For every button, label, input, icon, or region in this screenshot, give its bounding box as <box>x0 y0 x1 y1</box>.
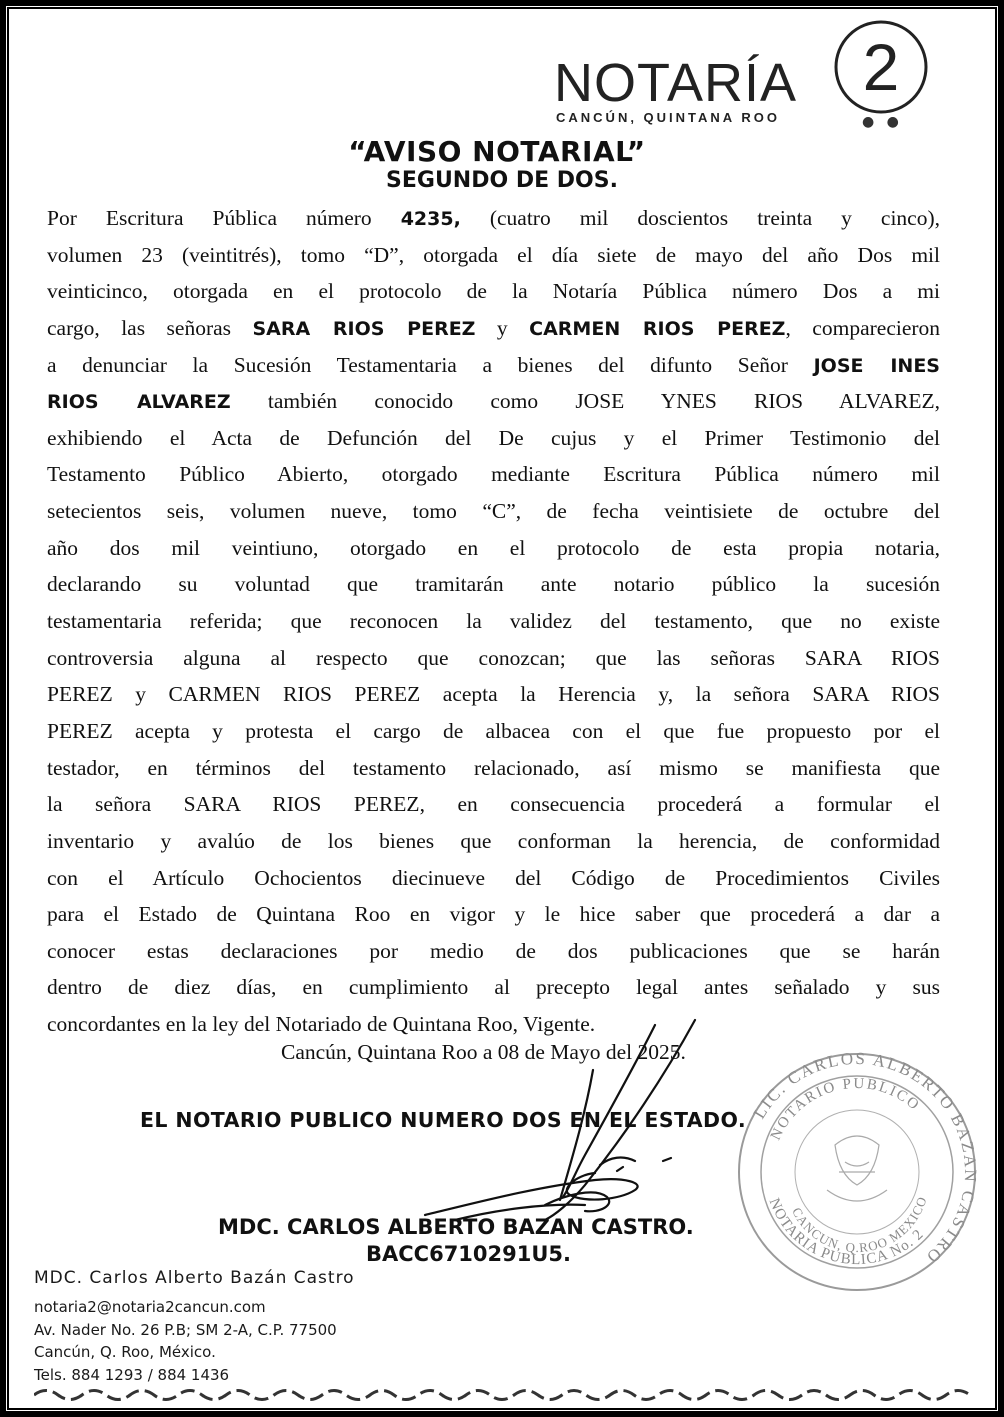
signatory-name: MDC. CARLOS ALBERTO BAZAN CASTRO. <box>218 1215 694 1239</box>
footer-phones: Tels. 884 1293 / 884 1436 <box>34 1365 230 1384</box>
footer-name: MDC. Carlos Alberto Bazán Castro <box>34 1268 355 1288</box>
body-line: controversia alguna al respecto que conozcan; que las señoras SARA RIOS <box>47 645 940 670</box>
document-subtitle: SEGUNDO DE DOS. <box>386 168 618 193</box>
body-line: conocer estas declaraciones por medio de dos publicaciones que se harán <box>47 938 940 963</box>
footer-city: Cancún, Q. Roo, México. <box>34 1343 216 1361</box>
body-line: veinticinco, otorgada en el protocolo de la Notaría Pública número Dos a mi <box>47 279 940 304</box>
body-line: Testamento Público Abierto, otorgado mediante Escritura Pública número mil <box>47 462 940 487</box>
body-line: Por Escritura Pública número 4235, (cuatro mil doscientos treinta y cinco), <box>47 206 940 230</box>
body-line: setecientos seis, volumen nueve, tomo “C”, de fecha veintisiete de octubre del <box>47 499 940 524</box>
logo-number: 2 <box>862 30 900 104</box>
body-line: declarando su voluntad que tramitarán ante notario público la sucesión <box>47 572 940 597</box>
body-line: la señora SARA RIOS PEREZ, en consecuencia procederá a formular el <box>47 792 940 817</box>
letterhead-footer <box>34 1268 355 1386</box>
body-line: concordantes en la ley del Notariado de Quintana Roo, Vigente. <box>47 1012 596 1037</box>
logo-number-circle <box>832 18 930 116</box>
footer-wave-decoration <box>34 1386 974 1404</box>
logo-word: NOTARÍA <box>554 53 798 113</box>
signatory-rfc: BACC6710291U5. <box>366 1242 572 1266</box>
footer-address: Av. Nader No. 26 P.B; SM 2-A, C.P. 77500 <box>34 1320 337 1339</box>
body-line: PEREZ acepta y protesta el cargo de albacea con el que fue propuesto por el <box>47 718 940 743</box>
body-line: testamentaria referida; que reconocen la validez del testamento, que no existe <box>47 609 940 634</box>
footer-email[interactable]: notaria2@notaria2cancun.com <box>34 1298 266 1316</box>
body-line: con el Artículo Ochocientos diecinueve del Código de Procedimientos Civiles <box>47 865 940 890</box>
body-line: para el Estado de Quintana Roo en vigor y le hice saber que procederá a dar a <box>47 902 940 927</box>
body-line: exhibiendo el Acta de Defunción del De cujus y el Primer Testimonio del <box>47 425 940 450</box>
document-title: “AVISO NOTARIAL” <box>348 135 646 168</box>
logo-dots-icon: ● ● <box>862 114 903 130</box>
notary-seal-icon <box>735 1050 980 1295</box>
body-line: a denunciar la Sucesión Testamentaria a bienes del difunto Señor JOSE INES <box>47 352 940 377</box>
svg-text:CANCUN, Q.ROO MEXICO: CANCUN, Q.ROO MEXICO <box>789 1194 930 1256</box>
svg-text:LIC. CARLOS ALBERTO BAZAN CAST: LIC. CARLOS ALBERTO BAZAN CASTRO <box>749 1050 980 1268</box>
body-line: PEREZ y CARMEN RIOS PEREZ acepta la Herencia y, la señora SARA RIOS <box>47 682 940 707</box>
notary-title: EL NOTARIO PUBLICO NUMERO DOS EN EL ESTADO. <box>140 1108 747 1132</box>
handwritten-signature <box>395 1015 725 1235</box>
body-line: dentro de diez días, en cumplimiento al precepto legal antes señalado y sus <box>47 975 940 1000</box>
body-line: testador, en términos del testamento relacionado, así mismo se manifiesta que <box>47 755 940 780</box>
svg-text:NOTARIO PUBLICO: NOTARIO PUBLICO <box>767 1075 923 1143</box>
body-line: volumen 23 (veintitrés), tomo “D”, otorgada el día siete de mayo del año Dos mil <box>47 242 940 267</box>
svg-text:NOTARIA PUBLICA No. 2: NOTARIA PUBLICA No. 2 <box>765 1196 928 1269</box>
body-line: año dos mil veintiuno, otorgado en el protocolo de esta propia notaria, <box>47 535 940 560</box>
logo-subtitle: CANCÚN, QUINTANA ROO <box>556 110 780 125</box>
place-date: Cancún, Quintana Roo a 08 de Mayo del 2025. <box>281 1040 686 1064</box>
body-line: cargo, las señoras SARA RIOS PEREZ y CARMEN RIOS PEREZ, comparecieron <box>47 315 941 340</box>
notary-logo <box>550 18 950 133</box>
body-line: inventario y avalúo de los bienes que conforman la herencia, de conformidad <box>47 828 940 853</box>
body-line: RIOS ALVAREZ también conocido como JOSE YNES RIOS ALVAREZ, <box>47 389 940 414</box>
notice-body <box>47 200 940 1043</box>
